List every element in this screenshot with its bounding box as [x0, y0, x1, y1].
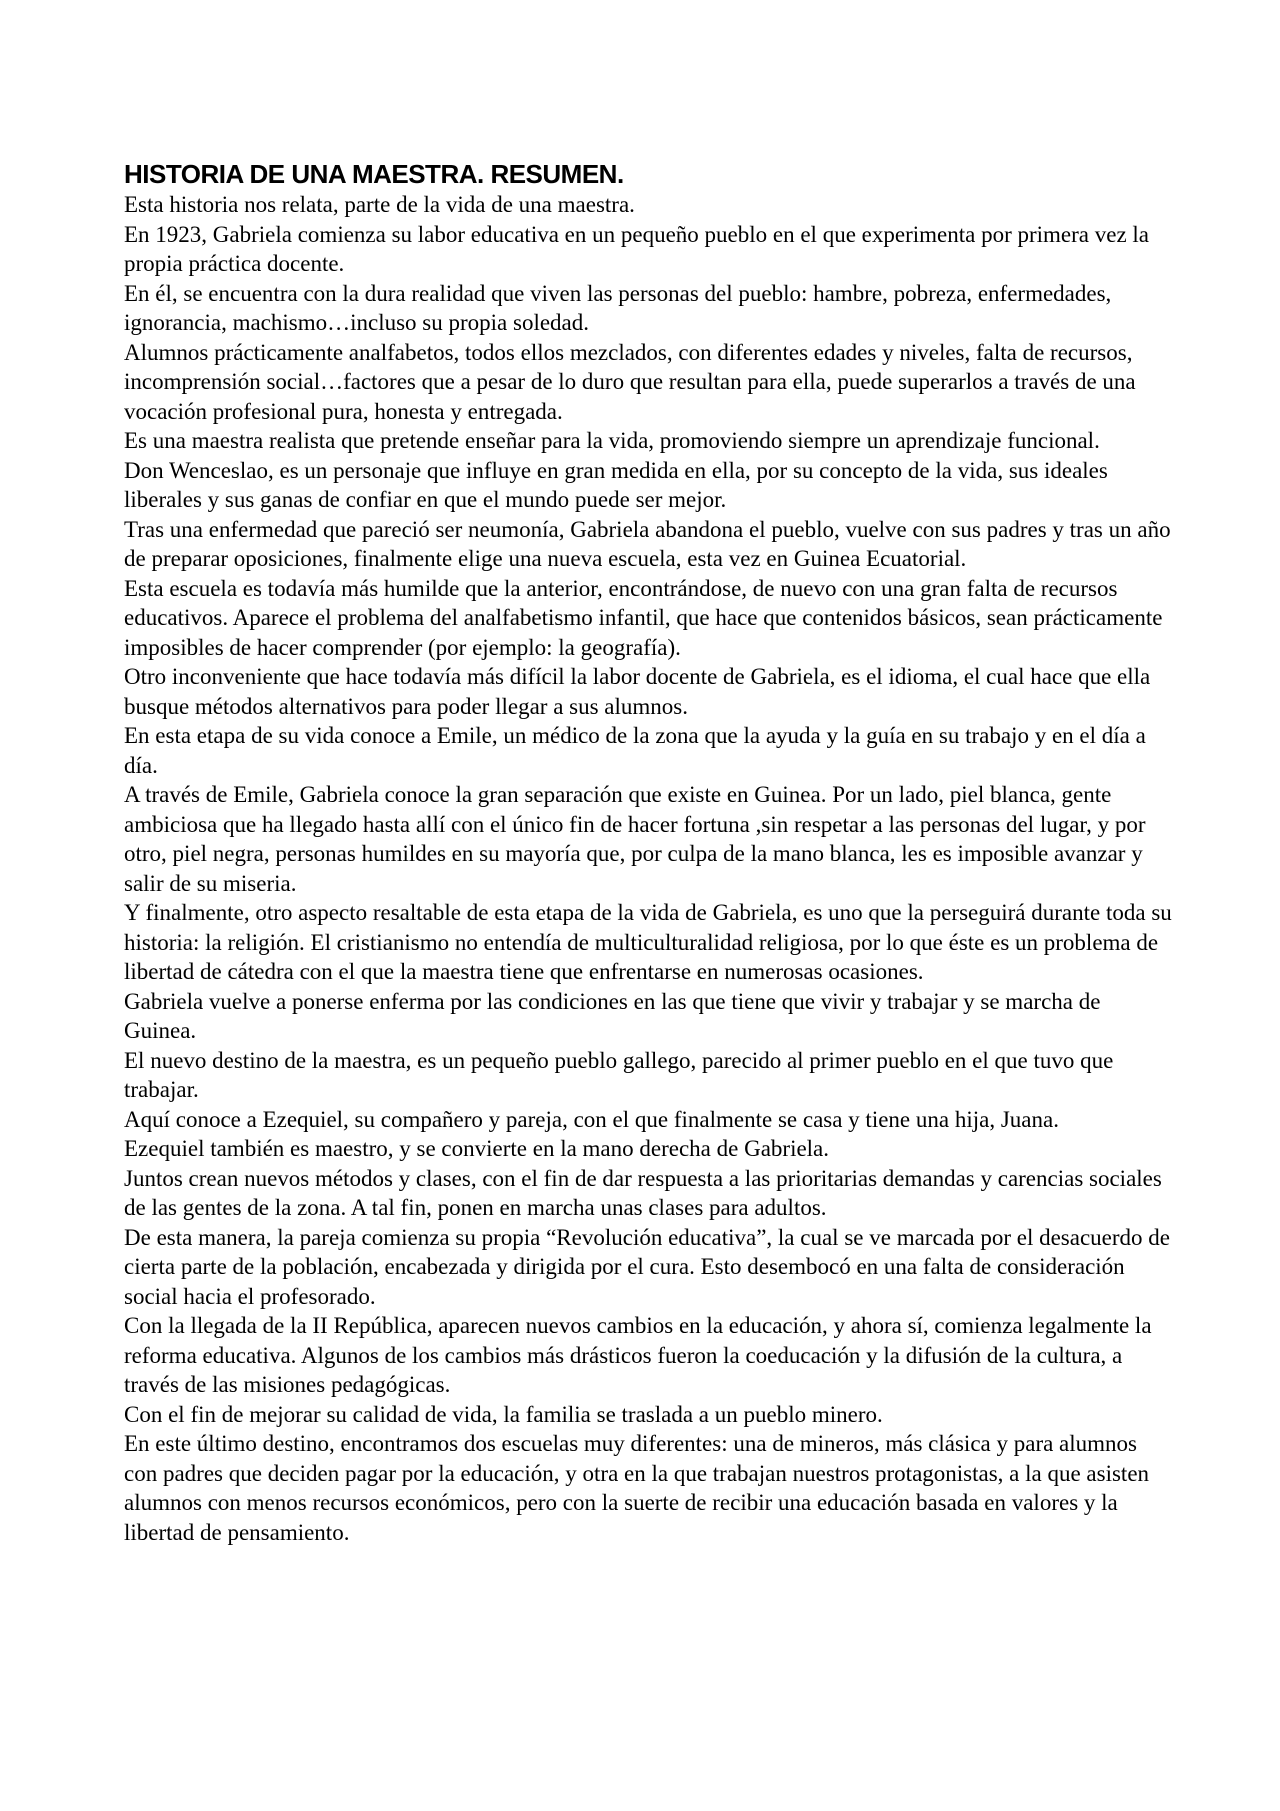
paragraph: En esta etapa de su vida conoce a Emile, un médico de la zona que la ayuda y la guía en su trabajo y en el día a día. [124, 723, 1146, 778]
paragraph: En este último destino, encontramos dos escuelas muy diferentes: una de mineros, más clásica y para alumnos con padres que deciden pagar por la educación, y otra en la que trabajan nuestros protagonistas, a la que asisten alumnos con menos recursos económicos, pero con la suerte de recibir una educación basada en valores y la libertad de pensamiento. [124, 1431, 1150, 1545]
paragraph: En 1923, Gabriela comienza su labor educativa en un pequeño pueblo en el que experimenta por primera vez la propia práctica docente. [124, 221, 1150, 276]
paragraph: Aquí conoce a Ezequiel, su compañero y pareja, con el que finalmente se casa y tiene una hija, Juana. [124, 1106, 1059, 1132]
paragraph: Y finalmente, otro aspecto resaltable de esta etapa de la vida de Gabriela, es uno que la perseguirá durante toda su historia: la religión. El cristianismo no entendía de multiculturalidad religiosa, por lo que éste es un problema de libertad de cátedra con el que la maestra tiene que enfrentarse en numerosas ocasiones. [124, 900, 1172, 984]
paragraph: En él, se encuentra con la dura realidad que viven las personas del pueblo: hambre, pobreza, enfermedades, ignorancia, machismo…incluso su propia soledad. [124, 280, 1112, 335]
document-body [124, 158, 1174, 1547]
paragraph: A través de Emile, Gabriela conoce la gran separación que existe en Guinea. Por un lado, piel blanca, gente ambiciosa que ha llegado hasta allí con el único fin de hacer fortuna ,sin respetar a las personas del lugar, y por otro, piel negra, personas humildes en su mayoría que, por culpa de la mano blanca, les es imposible avanzar y salir de su miseria. [124, 782, 1146, 896]
paragraph: Alumnos prácticamente analfabetos, todos ellos mezclados, con diferentes edades y niveles, falta de recursos, incomprensión social…factores que a pesar de lo duro que resultan para ella, puede superarlos a través de una vocación profesional pura, honesta y entregada. [124, 339, 1136, 424]
paragraph: Don Wenceslao, es un personaje que influye en gran medida en ella, por su concepto de la vida, sus ideales liberales y sus ganas de confiar en que el mundo puede ser mejor. [124, 457, 1108, 512]
paragraph: De esta manera, la pareja comienza su propia “Revolución educativa”, la cual se ve marcada por el desacuerdo de cierta parte de la población, encabezada y dirigida por el cura. Esto desembocó en una falta de consideración social hacia el profesorado. [124, 1224, 1170, 1309]
paragraph: El nuevo destino de la maestra, es un pequeño pueblo gallego, parecido al primer pueblo en el que tuvo que trabajar. [124, 1047, 1114, 1102]
paragraph: Ezequiel también es maestro, y se convierte en la mano derecha de Gabriela. [124, 1136, 830, 1161]
paragraph: Esta escuela es todavía más humilde que la anterior, encontrándose, de nuevo con una gran falta de recursos educativos. Aparece el problema del analfabetismo infantil, que hace que contenidos básicos, sean prácticamente imposibles de hacer comprender (por ejemplo: la geografía). [124, 575, 1163, 660]
paragraph: Otro inconveniente que hace todavía más difícil la labor docente de Gabriela, es el idioma, el cual hace que ella busque métodos alternativos para poder llegar a sus alumnos. [124, 664, 1151, 719]
paragraph: Con la llegada de la II República, aparecen nuevos cambios en la educación, y ahora sí, comienza legalmente la reforma educativa. Algunos de los cambios más drásticos fueron la coeducación y la difusión de la cultura, a través de las misiones pedagógicas. [124, 1313, 1152, 1397]
document-title: HISTORIA DE UNA MAESTRA. RESUMEN. [124, 159, 624, 189]
paragraph: Esta historia nos relata, parte de la vida de una maestra. [124, 192, 635, 217]
paragraph: Con el fin de mejorar su calidad de vida, la familia se traslada a un pueblo minero. [124, 1401, 883, 1427]
paragraph: Es una maestra realista que pretende enseñar para la vida, promoviendo siempre un aprendizaje funcional. [124, 428, 1100, 453]
paragraph: Gabriela vuelve a ponerse enferma por las condiciones en las que tiene que vivir y trabajar y se marcha de Guinea. [124, 988, 1101, 1043]
paragraph: Tras una enfermedad que pareció ser neumonía, Gabriela abandona el pueblo, vuelve con sus padres y tras un año de preparar oposiciones, finalmente elige una nueva escuela, esta vez en Guinea Ecuatorial. [124, 516, 1171, 571]
paragraph: Juntos crean nuevos métodos y clases, con el fin de dar respuesta a las prioritarias demandas y carencias sociales de las gentes de la zona. A tal fin, ponen en marcha unas clases para adultos. [124, 1165, 1162, 1220]
